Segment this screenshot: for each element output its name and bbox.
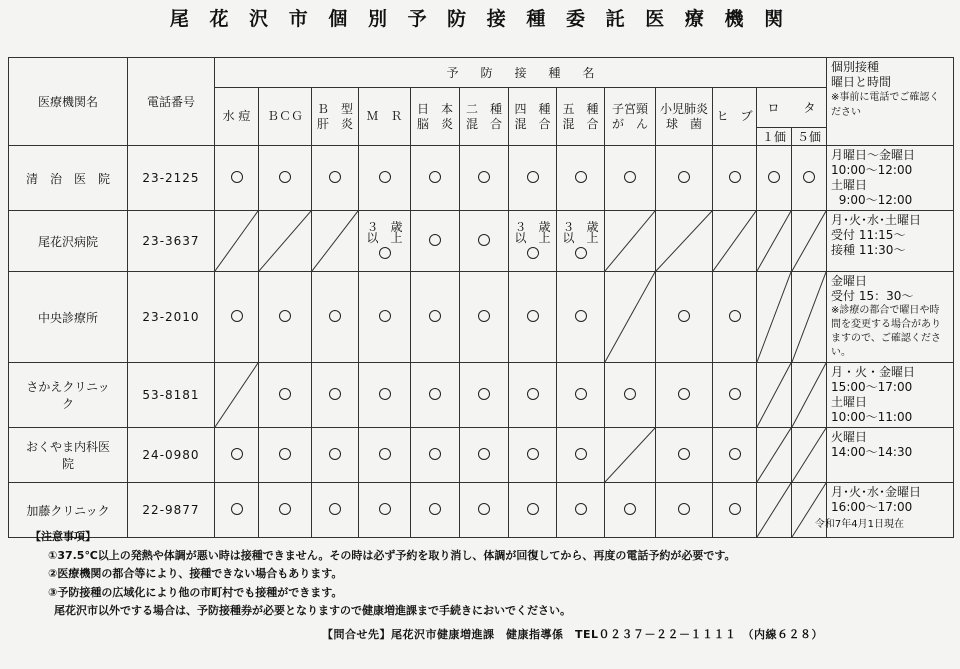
unavailable-cell bbox=[605, 272, 656, 363]
circle-icon bbox=[279, 503, 291, 515]
age-note-line2: 以 上 bbox=[562, 230, 599, 245]
available-cell bbox=[259, 146, 312, 211]
circle-icon bbox=[279, 448, 291, 460]
header-vaccine-je bbox=[411, 88, 460, 146]
clinic-hours bbox=[827, 428, 954, 483]
circle-icon bbox=[729, 388, 741, 400]
available-cell bbox=[509, 363, 557, 428]
header-vaccine-label: ＢＣＧ bbox=[266, 109, 303, 123]
header-vaccine-label: 四 種 bbox=[514, 101, 551, 116]
header-vaccine-group: 予防接種名 bbox=[215, 58, 827, 88]
hours-line: 接種 11:30～ bbox=[831, 243, 906, 257]
available-cell bbox=[312, 272, 359, 363]
available-cell bbox=[259, 428, 312, 483]
note-item-1: ①37.5℃以上の発熱や体調が悪い時は接種できません。その時は必ず予約を取り消し、体調が回復してから、再度の電話予約が必要です。 bbox=[48, 548, 736, 562]
unavailable-cell bbox=[757, 211, 792, 272]
hours-line: 金曜日 bbox=[831, 274, 868, 288]
available-cell bbox=[557, 272, 605, 363]
header-vaccine-label: 脳 炎 bbox=[416, 116, 453, 131]
header-vaccine-dpt bbox=[509, 88, 557, 146]
header-vaccine-label: 混 合 bbox=[514, 116, 551, 131]
circle-icon bbox=[231, 503, 243, 515]
available-cell bbox=[411, 363, 460, 428]
slash-icon bbox=[757, 363, 791, 427]
contact-info: 【問合せ先】尾花沢市健康増進課 健康指導係 TEL０２３７－２２－１１１１ （内線６２８） bbox=[322, 628, 824, 641]
clinic-name: さかえクリニック bbox=[9, 363, 128, 428]
circle-icon bbox=[279, 310, 291, 322]
circle-icon bbox=[478, 503, 490, 515]
unavailable-cell bbox=[757, 428, 792, 483]
available-cell bbox=[557, 146, 605, 211]
circle-icon bbox=[429, 503, 441, 515]
available-cell bbox=[312, 146, 359, 211]
slash-icon bbox=[215, 363, 258, 427]
header-vaccine-label: 肝 炎 bbox=[316, 116, 353, 131]
clinic-phone: 24-0980 bbox=[128, 428, 215, 483]
circle-icon bbox=[429, 310, 441, 322]
slash-icon bbox=[605, 211, 655, 271]
header-vaccine-label: 小児肺炎 bbox=[659, 101, 708, 116]
clinic-phone: 23-2125 bbox=[128, 146, 215, 211]
available-cell bbox=[411, 146, 460, 211]
available-cell bbox=[713, 363, 757, 428]
clinic-phone: 23-3637 bbox=[128, 211, 215, 272]
available-cell bbox=[215, 146, 259, 211]
available-cell bbox=[312, 428, 359, 483]
slash-icon bbox=[792, 211, 826, 271]
available-cell bbox=[656, 428, 713, 483]
slash-icon bbox=[259, 211, 311, 271]
age-note-line1: ３ 歳 bbox=[562, 219, 599, 234]
circle-icon bbox=[729, 503, 741, 515]
circle-icon bbox=[729, 448, 741, 460]
clinic-phone: 22-9877 bbox=[128, 483, 215, 538]
age-note-line1: ３ 歳 bbox=[514, 219, 551, 234]
header-hours bbox=[827, 58, 954, 146]
header-vaccine-label: が ん bbox=[611, 116, 648, 131]
circle-icon bbox=[329, 503, 341, 515]
circle-icon bbox=[575, 388, 587, 400]
available-cell bbox=[215, 428, 259, 483]
circle-icon bbox=[678, 503, 690, 515]
unavailable-cell bbox=[656, 211, 713, 272]
header-vaccine-varicella bbox=[215, 88, 259, 146]
page-title: 尾 花 沢 市 個 別 予 防 接 種 委 託 医 療 機 関 bbox=[169, 8, 791, 30]
available-cell bbox=[460, 272, 509, 363]
available-cell bbox=[359, 428, 411, 483]
circle-icon bbox=[575, 247, 587, 259]
header-phone: 電話番号 bbox=[128, 58, 215, 146]
circle-icon bbox=[527, 310, 539, 322]
clinic-name: 中央診療所 bbox=[9, 272, 128, 363]
header-vaccine-hpv bbox=[605, 88, 656, 146]
table-row bbox=[9, 272, 954, 363]
circle-icon bbox=[575, 310, 587, 322]
hours-line: 受付 15：30～ bbox=[831, 289, 914, 303]
header-vaccine-label: 子宮頸 bbox=[611, 101, 648, 116]
header-vaccine-label: 五 種 bbox=[562, 101, 599, 116]
available-cell bbox=[557, 363, 605, 428]
clinic-table bbox=[8, 57, 954, 538]
circle-icon bbox=[231, 448, 243, 460]
available-cell bbox=[460, 363, 509, 428]
header-vaccine-mr bbox=[359, 88, 411, 146]
available-age-cell bbox=[509, 211, 557, 272]
unavailable-cell bbox=[757, 483, 792, 538]
available-cell bbox=[713, 146, 757, 211]
header-vaccine-label: 混 合 bbox=[465, 116, 502, 131]
clinic-hours bbox=[827, 211, 954, 272]
available-cell bbox=[509, 146, 557, 211]
circle-icon bbox=[329, 388, 341, 400]
header-vaccine-dt bbox=[460, 88, 509, 146]
circle-icon bbox=[729, 171, 741, 183]
slash-icon bbox=[312, 211, 358, 271]
circle-icon bbox=[478, 234, 490, 246]
circle-icon bbox=[527, 448, 539, 460]
age-note-line2: 以 上 bbox=[514, 230, 551, 245]
hours-line: 月曜日～金曜日 bbox=[831, 148, 916, 162]
header-vaccine-pcv bbox=[656, 88, 713, 146]
available-age-cell bbox=[359, 211, 411, 272]
available-cell bbox=[359, 146, 411, 211]
hours-line: 15:00～17:00 bbox=[831, 380, 913, 394]
hours-line: 14:00～14:30 bbox=[831, 445, 913, 459]
note-extra: 尾花沢市以外でする場合は、予防接種券が必要となりますので健康増進課まで手続きにおいでください。 bbox=[54, 604, 571, 617]
table-row bbox=[9, 428, 954, 483]
circle-icon bbox=[379, 171, 391, 183]
table-row bbox=[9, 146, 954, 211]
slash-icon bbox=[757, 428, 791, 482]
circle-icon bbox=[729, 310, 741, 322]
available-cell bbox=[713, 272, 757, 363]
unavailable-cell bbox=[757, 363, 792, 428]
hours-line: 月・火・金曜日 bbox=[831, 365, 916, 379]
circle-icon bbox=[768, 171, 780, 183]
available-cell bbox=[605, 363, 656, 428]
slash-icon bbox=[215, 211, 258, 271]
unavailable-cell bbox=[792, 272, 827, 363]
hours-line: 月･火･水･金曜日 bbox=[831, 485, 922, 499]
hours-line: 16:00～17:00 bbox=[831, 500, 913, 514]
available-cell bbox=[509, 272, 557, 363]
age-note-line2: 以 上 bbox=[366, 230, 403, 245]
header-vaccine-hib bbox=[713, 88, 757, 146]
available-cell bbox=[259, 272, 312, 363]
circle-icon bbox=[379, 388, 391, 400]
circle-icon bbox=[478, 310, 490, 322]
available-cell bbox=[359, 363, 411, 428]
header-hours-line2: 曜日と時間 bbox=[831, 75, 892, 89]
unavailable-cell bbox=[215, 363, 259, 428]
circle-icon bbox=[329, 448, 341, 460]
clinic-hours bbox=[827, 146, 954, 211]
available-age-cell bbox=[557, 211, 605, 272]
available-cell bbox=[713, 428, 757, 483]
circle-icon bbox=[379, 448, 391, 460]
clinic-hours bbox=[827, 272, 954, 363]
header-vaccine-penta bbox=[557, 88, 605, 146]
circle-icon bbox=[478, 171, 490, 183]
available-cell bbox=[259, 363, 312, 428]
circle-icon bbox=[231, 171, 243, 183]
available-cell bbox=[792, 146, 827, 211]
clinic-name: 尾花沢病院 bbox=[9, 211, 128, 272]
circle-icon bbox=[624, 503, 636, 515]
hours-line: 受付 11:15～ bbox=[831, 228, 906, 242]
slash-icon bbox=[605, 272, 655, 362]
hours-line: 土曜日 bbox=[831, 395, 868, 409]
available-cell bbox=[557, 428, 605, 483]
available-cell bbox=[656, 363, 713, 428]
available-cell bbox=[460, 146, 509, 211]
header-vaccine-bcg bbox=[259, 88, 312, 146]
header-vaccine-label: 混 合 bbox=[562, 116, 599, 131]
note-item-2: ②医療機関の都合等により、接種できない場合もあります。 bbox=[48, 567, 343, 580]
circle-icon bbox=[429, 234, 441, 246]
clinic-hours bbox=[827, 363, 954, 428]
available-cell bbox=[411, 211, 460, 272]
available-cell bbox=[215, 272, 259, 363]
slash-icon bbox=[792, 428, 826, 482]
hours-line: 月･火･水･土曜日 bbox=[831, 213, 922, 227]
available-cell bbox=[411, 272, 460, 363]
unavailable-cell bbox=[713, 211, 757, 272]
slash-icon bbox=[713, 211, 756, 271]
unavailable-cell bbox=[605, 211, 656, 272]
header-rota: ロ タ bbox=[757, 88, 827, 128]
circle-icon bbox=[575, 171, 587, 183]
circle-icon bbox=[279, 171, 291, 183]
slash-icon bbox=[757, 483, 791, 537]
notes-section bbox=[30, 528, 736, 621]
unavailable-cell bbox=[605, 428, 656, 483]
header-vaccine-label: 水 痘 bbox=[222, 109, 251, 123]
hours-line: 火曜日 bbox=[831, 430, 868, 444]
hours-line: 9:00～12:00 bbox=[831, 193, 913, 207]
circle-icon bbox=[678, 388, 690, 400]
available-cell bbox=[312, 363, 359, 428]
unavailable-cell bbox=[757, 272, 792, 363]
circle-icon bbox=[329, 171, 341, 183]
unavailable-cell bbox=[215, 211, 259, 272]
header-vaccine-label: Ｍ Ｒ bbox=[366, 109, 403, 123]
circle-icon bbox=[527, 247, 539, 259]
clinic-name: 清 治 医 院 bbox=[9, 146, 128, 211]
clinic-name: おくやま内科医院 bbox=[9, 428, 128, 483]
header-hours-line3: ※事前に電話でご確認ください bbox=[831, 92, 940, 118]
circle-icon bbox=[575, 448, 587, 460]
circle-icon bbox=[527, 171, 539, 183]
table-row bbox=[9, 363, 954, 428]
notes-title: 【注意事項】 bbox=[30, 530, 96, 543]
available-cell bbox=[460, 211, 509, 272]
slash-icon bbox=[792, 272, 826, 362]
hours-line: 10:00～12:00 bbox=[831, 163, 913, 177]
unavailable-cell bbox=[792, 428, 827, 483]
circle-icon bbox=[379, 503, 391, 515]
circle-icon bbox=[678, 448, 690, 460]
unavailable-cell bbox=[312, 211, 359, 272]
header-vaccine-label: Ｂ 型 bbox=[316, 101, 353, 116]
header-vaccine-label: 日 本 bbox=[416, 101, 453, 116]
header-vaccine-label: 球 菌 bbox=[665, 116, 702, 131]
slash-icon bbox=[792, 363, 826, 427]
circle-icon bbox=[678, 171, 690, 183]
header-vaccine-label: ヒ ブ bbox=[716, 109, 753, 123]
circle-icon bbox=[478, 448, 490, 460]
unavailable-cell bbox=[792, 363, 827, 428]
slash-icon bbox=[656, 211, 712, 271]
circle-icon bbox=[575, 503, 587, 515]
unavailable-cell bbox=[792, 211, 827, 272]
header-rota-5: ５価 bbox=[792, 128, 827, 146]
circle-icon bbox=[478, 388, 490, 400]
header-hours-line1: 個別接種 bbox=[831, 60, 880, 74]
circle-icon bbox=[329, 310, 341, 322]
circle-icon bbox=[379, 247, 391, 259]
available-cell bbox=[460, 428, 509, 483]
circle-icon bbox=[803, 171, 815, 183]
header-vaccine-hepb bbox=[312, 88, 359, 146]
table-row bbox=[9, 211, 954, 272]
clinic-phone: 23-2010 bbox=[128, 272, 215, 363]
header-vaccine-label: 二 種 bbox=[465, 101, 502, 116]
circle-icon bbox=[678, 310, 690, 322]
circle-icon bbox=[279, 388, 291, 400]
available-cell bbox=[411, 428, 460, 483]
circle-icon bbox=[379, 310, 391, 322]
age-note-line1: ３ 歳 bbox=[366, 219, 403, 234]
note-item-3: ③予防接種の広域化により他の市町村でも接種ができます。 bbox=[48, 585, 343, 599]
header-rota-1: １価 bbox=[757, 128, 792, 146]
available-cell bbox=[757, 146, 792, 211]
clinic-phone: 53-8181 bbox=[128, 363, 215, 428]
circle-icon bbox=[527, 388, 539, 400]
available-cell bbox=[605, 146, 656, 211]
available-cell bbox=[359, 272, 411, 363]
circle-icon bbox=[429, 448, 441, 460]
circle-icon bbox=[624, 171, 636, 183]
header-clinic-name: 医療機関名 bbox=[9, 58, 128, 146]
circle-icon bbox=[429, 171, 441, 183]
slash-icon bbox=[757, 211, 791, 271]
circle-icon bbox=[429, 388, 441, 400]
slash-icon bbox=[757, 272, 791, 362]
hours-line: ※診療の都合で曜日や時間を変更する場合がありますので、ご確認ください。 bbox=[831, 305, 942, 358]
clinic-name: 加藤クリニック bbox=[9, 483, 128, 538]
available-cell bbox=[656, 272, 713, 363]
circle-icon bbox=[624, 388, 636, 400]
circle-icon bbox=[527, 503, 539, 515]
as-of-date: 令和7年4月1日現在 bbox=[814, 519, 904, 530]
hours-line: 10:00～11:00 bbox=[831, 410, 913, 424]
available-cell bbox=[656, 146, 713, 211]
unavailable-cell bbox=[259, 211, 312, 272]
circle-icon bbox=[231, 310, 243, 322]
hours-line: 土曜日 bbox=[831, 178, 868, 192]
slash-icon bbox=[605, 428, 655, 482]
available-cell bbox=[509, 428, 557, 483]
